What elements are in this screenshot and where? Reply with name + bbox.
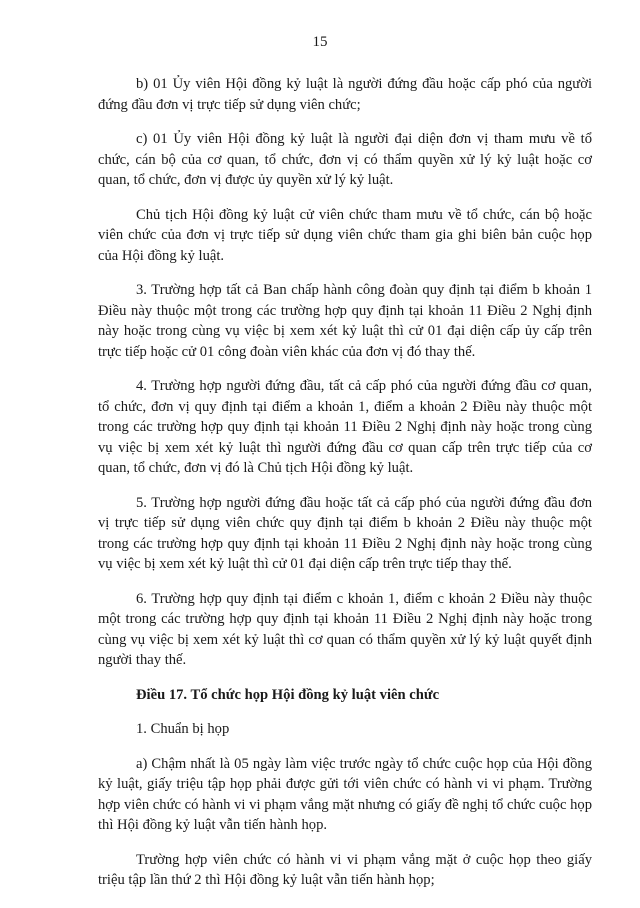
paragraph-b: b) 01 Ủy viên Hội đồng kỷ luật là người đứng đầu hoặc cấp phó của người đứng đầu đơn vị trực tiếp sử dụng viên chức; bbox=[98, 76, 592, 113]
paragraph-6: 6. Trường hợp quy định tại điểm c khoản 1, điểm c khoản 2 Điều này thuộc một trong các trường hợp quy định tại khoản 11 Điều 2 Nghị định này hoặc trong cùng vụ việc bị xem xét kỷ luật thì cơ quan có thẩm quyền xử lý kỷ luật quyết định người thay thế. bbox=[98, 590, 592, 668]
paragraph-4: 4. Trường hợp người đứng đầu, tất cả cấp phó của người đứng đầu cơ quan, tổ chức, đơn vị quy định tại điểm a khoản 1, điểm a khoản 2 Điều này thuộc một trong các trường hợp quy định tại khoản 11 Điều 2 Nghị định này hoặc trong cùng vụ việc bị xem xét kỷ luật thì người đứng đầu cơ quan cấp trên trực tiếp của cơ quan, tổ chức, đơn vị đó là Chủ tịch Hội đồng kỷ luật. bbox=[98, 378, 592, 476]
paragraph-5: 5. Trường hợp người đứng đầu hoặc tất cả cấp phó của người đứng đầu đơn vị trực tiếp sử dụng viên chức quy định tại điểm b khoản 2 Điều này thuộc một trong các trường hợp quy định tại khoản 11 Điều 2 Nghị định này hoặc trong cùng vụ việc bị xem xét kỷ luật thì cử 01 đại diện cấp trên trực tiếp thay thế. bbox=[98, 494, 592, 572]
article-heading: Điều 17. Tổ chức họp Hội đồng kỷ luật viên chức bbox=[136, 686, 440, 703]
page-number: 15 bbox=[312, 34, 328, 50]
paragraph-1a: a) Chậm nhất là 05 ngày làm việc trước ngày tổ chức cuộc họp của Hội đồng kỷ luật, giấy triệu tập họp phải được gửi tới viên chức có hành vi vi phạm. Trường hợp viên chức có hành vi vi phạm vắng mặt nhưng có giấy đề nghị tổ chức cuộc họp thì Hội đồng kỷ luật vẫn tiến hành họp. bbox=[98, 755, 592, 833]
paragraph-chairman: Chủ tịch Hội đồng kỷ luật cử viên chức tham mưu về tổ chức, cán bộ hoặc viên chức của đơn vị trực tiếp sử dụng viên chức tham gia ghi biên bản cuộc họp của Hội đồng kỷ luật. bbox=[98, 206, 592, 264]
paragraph-1a-absent: Trường hợp viên chức có hành vi vi phạm vắng mặt ở cuộc họp theo giấy triệu tập lần thứ 2 thì Hội đồng kỷ luật vẫn tiến hành họp; bbox=[98, 851, 592, 888]
document-body bbox=[98, 74, 592, 905]
section-1-title: 1. Chuẩn bị họp bbox=[136, 721, 230, 737]
paragraph-3: 3. Trường hợp tất cả Ban chấp hành công đoàn quy định tại điểm b khoản 1 Điều này thuộc một trong các trường hợp quy định tại khoản 11 Điều 2 Nghị định này hoặc trong cùng vụ việc bị xem xét kỷ luật thì cử 01 đại diện cấp ủy cấp trên trực tiếp hoặc cử 01 công đoàn viên khác của đơn vị đó thay thế. bbox=[98, 282, 592, 360]
paragraph-c: c) 01 Ủy viên Hội đồng kỷ luật là người đại diện đơn vị tham mưu về tổ chức, cán bộ của cơ quan, tổ chức, đơn vị có thẩm quyền xử lý kỷ luật hoặc cơ quan, tổ chức, đơn vị được ủy quyền xử lý kỷ luật. bbox=[98, 131, 592, 188]
